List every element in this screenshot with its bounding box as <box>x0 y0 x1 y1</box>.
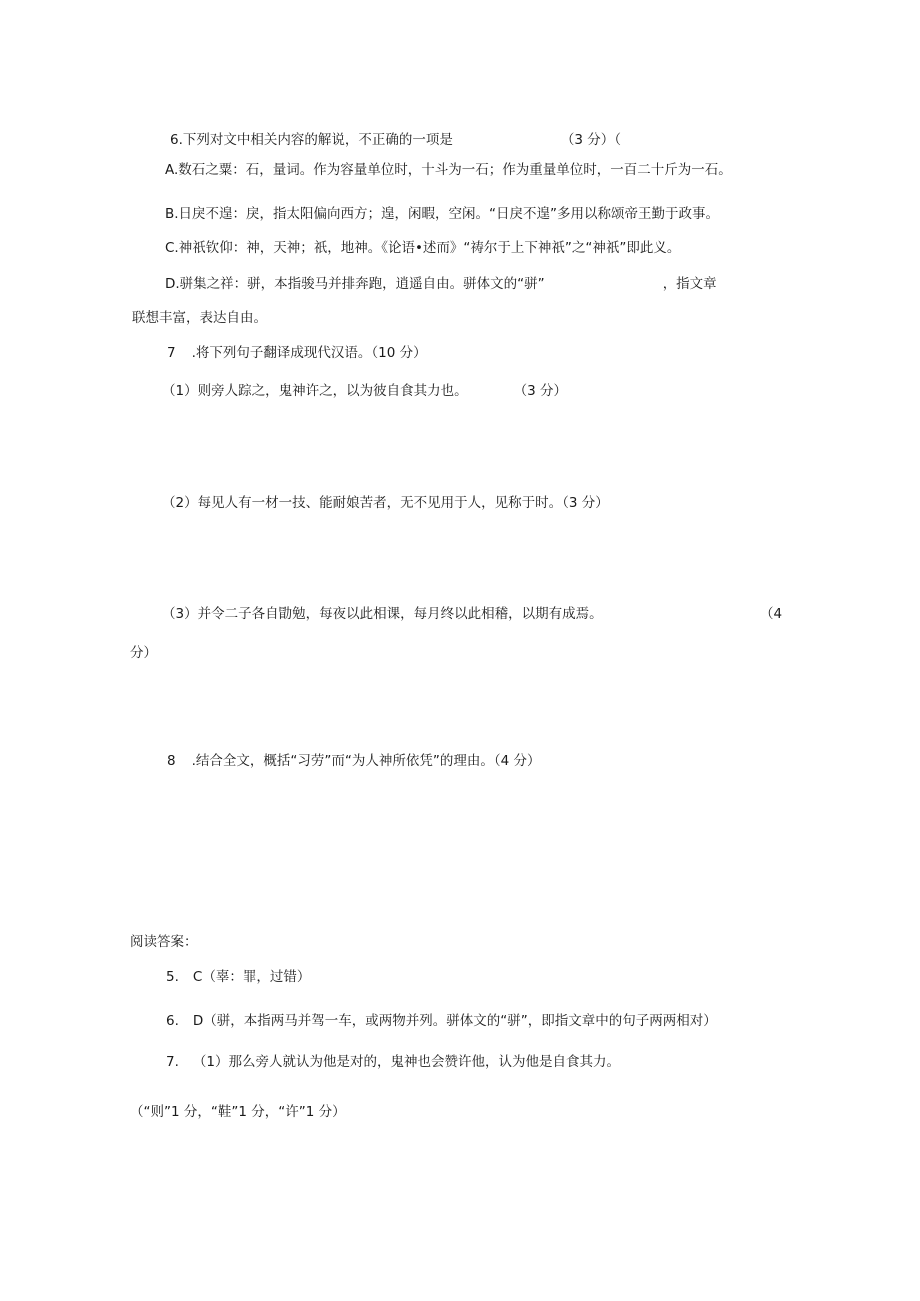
answer-5-number: 5. <box>166 969 179 985</box>
answer-7-number: 7. <box>166 1054 179 1070</box>
q8-number: 8 <box>167 753 176 769</box>
answers-heading: 阅读答案： <box>130 934 198 950</box>
q7-sentence-1-score: （3 分） <box>513 383 567 399</box>
q6-option-a: A.数石之粟：石，量词。作为容量单位时，十斗为一石；作为重量单位时，一百二十斤为一石。 <box>165 162 732 178</box>
q7-sentence-1: （1）则旁人踪之，鬼神许之，以为彼自食其力也。 <box>162 383 468 399</box>
q6-option-b: B.日戾不遑：戾，指太阳偏向西方；遑，闲暇，空闲。“日戾不遑”多用以称颂帝王勤于政事。 <box>165 206 720 222</box>
q6-option-d-part1: D.骈集之祥：骈，本指骏马并排奔跑，逍遥自由。骈体文的“骈” <box>165 276 545 292</box>
q7-stem: .将下列句子翻译成现代汉语。（10 分） <box>191 345 427 361</box>
q7-sentence-3-score-b: 分） <box>130 645 157 661</box>
q6-stem: 6.下列对文中相关内容的解说，不正确的一项是 <box>170 132 453 148</box>
answer-7-scoring: （“则”1 分，“鞋”1 分，“许”1 分） <box>130 1104 346 1120</box>
q6-score: （3 分）（ <box>560 132 622 148</box>
answer-6-number: 6. <box>166 1013 179 1029</box>
q7-sentence-1-line <box>162 383 567 399</box>
q6-option-d-continued: 联想丰富，表达自由。 <box>132 310 267 326</box>
q8-stem: .结合全文，概括“习劳”而“为人神所依凭”的理由。（4 分） <box>191 753 541 769</box>
answer-6 <box>166 1013 717 1029</box>
answer-5 <box>166 969 310 985</box>
answer-7-text: （1）那么旁人就认为他是对的，鬼神也会赞许他，认为他是自食其力。 <box>192 1054 620 1070</box>
q6-stem-line <box>170 132 621 148</box>
q6-option-d <box>165 276 717 292</box>
q7-sentence-3-score-a: （4 <box>760 606 783 622</box>
q7-number: 7 <box>167 345 176 361</box>
q7-stem-line <box>167 345 427 361</box>
answer-7 <box>166 1054 620 1070</box>
q7-sentence-3: （3）并令二子各自勖勉，每夜以此相课，每月终以此相稽，以期有成焉。 <box>162 606 603 622</box>
answer-5-text: C（辜：罪，过错） <box>192 969 311 985</box>
q8-stem-line <box>167 753 541 769</box>
answer-6-text: D（骈，本指两马并驾一车，或两物并列。骈体文的“骈”，即指文章中的句子两两相对） <box>192 1013 717 1029</box>
q6-option-d-part2: ，指文章 <box>662 276 717 292</box>
q7-sentence-2: （2）每见人有一材一技、能耐娘苦者，无不见用于人，见称于时。（3 分） <box>162 495 609 511</box>
q6-option-c: C.神祇钦仰：神，天神；祇，地神。《论语•述而》“祷尔于上下神祇”之“神祇”即此义。 <box>165 240 681 256</box>
